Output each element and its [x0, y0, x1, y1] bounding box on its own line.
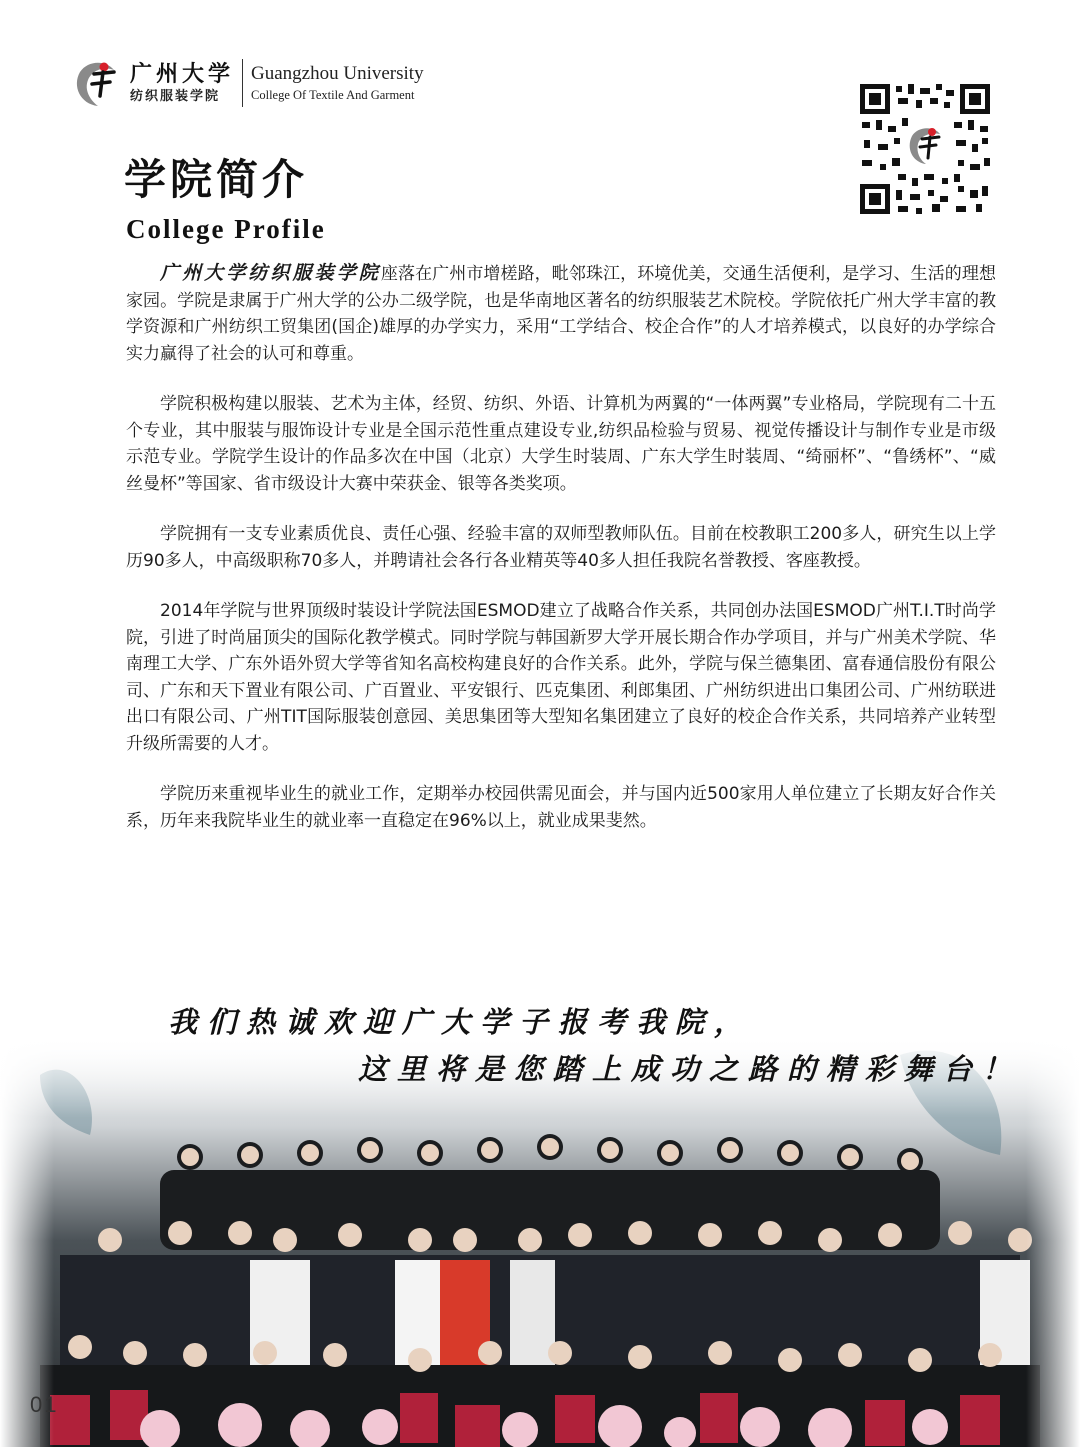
paragraph-employment: 学院历来重视毕业生的就业工作，定期举办校园供需见面会，并与国内近500家用人单位建立了长期友好合作关系，历年来我院毕业生的就业率一直稳定在96%以上，就业成果斐然。 [126, 784, 996, 831]
logo-english [251, 62, 424, 104]
paragraph-intro [126, 260, 996, 367]
logo-university-name-en: Guangzhou University [251, 63, 424, 84]
paragraph-intro-lead: 广州大学纺织服装学院 [160, 262, 381, 284]
profile-body [126, 260, 996, 858]
logo-chinese [130, 60, 234, 106]
university-logo-icon [70, 56, 124, 110]
logo-college-name-cn: 纺织服装学院 [130, 89, 221, 104]
qr-code-icon[interactable] [858, 82, 992, 216]
welcome-slogan [0, 990, 1080, 1090]
page-title-cn: 学院简介 [124, 155, 309, 204]
page-title-en: College Profile [126, 214, 326, 244]
header-logo [70, 52, 424, 114]
welcome-line-1: 我们热诚欢迎广大学子报考我院， [168, 1005, 754, 1039]
paragraph-majors: 学院积极构建以服装、艺术为主体，经贸、纺织、外语、计算机为两翼的“一体两翼”专业格局，学院现有二十五个专业，其中服装与服饰设计专业是全国示范性重点建设专业,纺织品检验与贸易、视觉传播设计与制作专业是市级示范专业。学院学生设计的作品多次在中国（北京）大学生时装周、广东大学生时装周、“绮丽杯”、“鲁绣杯”、“威丝曼杯”等国家、省市级设计大赛中荣获金、银等各类奖项。 [126, 394, 996, 494]
logo-college-name-en: College Of Textile And Garment [251, 88, 415, 102]
logo-divider [242, 59, 243, 107]
welcome-line-2: 这里将是您踏上成功之路的精彩舞台！ [358, 1052, 1022, 1086]
logo-university-name-cn: 广州大学 [130, 61, 235, 87]
page-number: 01 [30, 1392, 59, 1417]
paragraph-cooperation: 2014年学院与世界顶级时装设计学院法国ESMOD建立了战略合作关系，共同创办法国ESMOD广州T.I.T时尚学院，引进了时尚届顶尖的国际化教学模式。同时学院与韩国新罗大学开展长期合作办学项目，并与广州美术学院、华南理工大学、广东外语外贸大学等省知名高校构建良好的合作关系。此外，学院与保兰德集团、富春通信股份有限公司、广东和天下置业有限公司、广百置业、平安银行、匹克集团、利郎集团、广州纺织进出口集团公司、广州纺联进出口有限公司、广州TIT国际服装创意园、美思集团等大型知名集团建立了良好的校企合作关系，共同培养产业转型升级所需要的人才。 [126, 601, 996, 754]
group-photo-icon [0, 1035, 1080, 1447]
paragraph-faculty: 学院拥有一支专业素质优良、责任心强、经验丰富的双师型教师队伍。目前在校教职工200多人，研究生以上学历90多人，中高级职称70多人，并聘请社会各行各业精英等40多人担任我院名誉教授、客座教授。 [126, 524, 996, 571]
paragraph-intro-body: 座落在广州市增槎路，毗邻珠江，环境优美，交通生活便利，是学习、生活的理想家园。学院是隶属于广州大学的公办二级学院，也是华南地区著名的纺织服装艺术院校。学院依托广州大学丰富的教学资源和广州纺织工贸集团(国企)雄厚的办学实力，采用“工学结合、校企合作”的人才培养模式，以良好的办学综合实力赢得了社会的认可和尊重。 [126, 264, 996, 364]
